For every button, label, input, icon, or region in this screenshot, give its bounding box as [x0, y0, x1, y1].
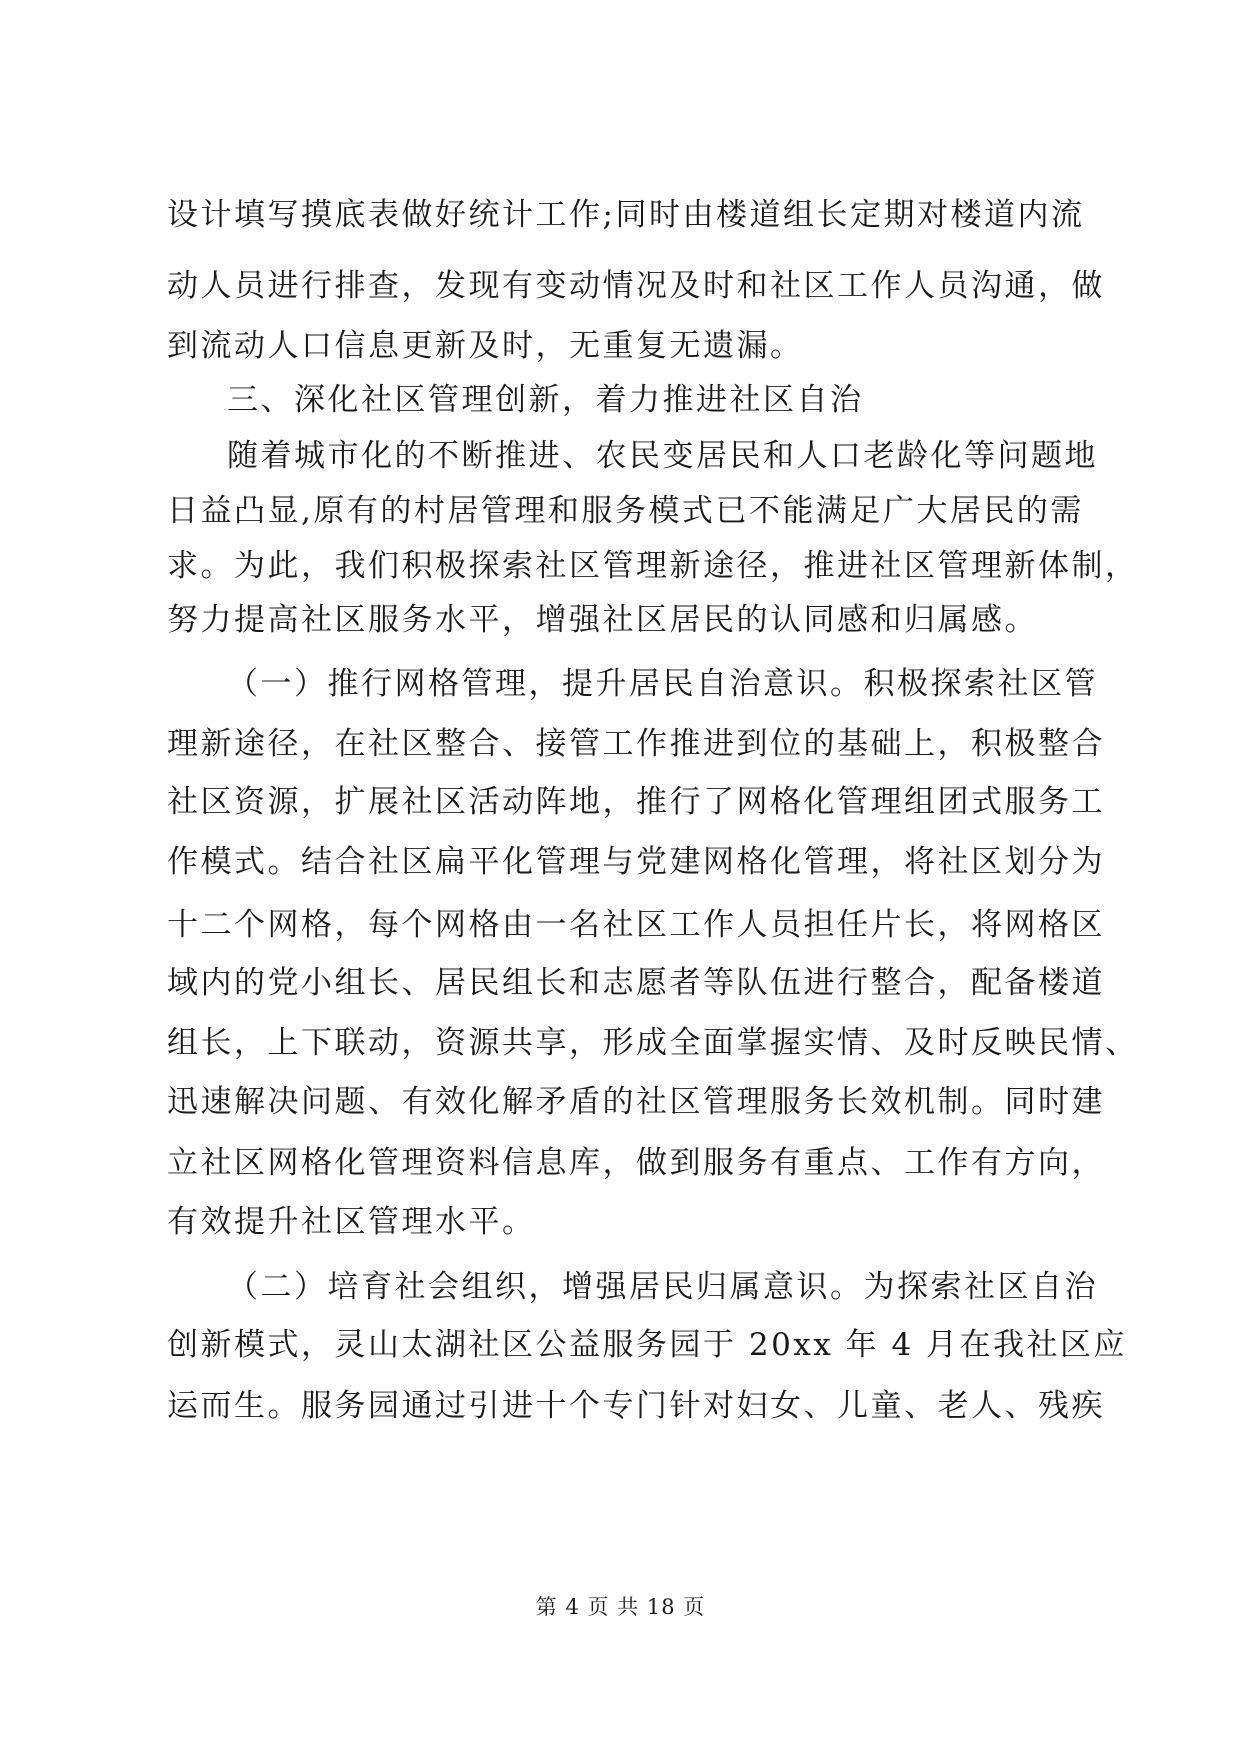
text-line: 迅速解决问题、有效化解矛盾的社区管理服务长效机制。同时建	[167, 1084, 1105, 1120]
page-number-footer: 第 4 页 共 18 页	[535, 1595, 706, 1619]
text-line: 域内的党小组长、居民组长和志愿者等队伍进行整合，配备楼道	[167, 965, 1105, 1001]
text-line: 随着城市化的不断推进、农民变居民和人口老龄化等问题地	[227, 438, 1098, 474]
text-line: 求。为此，我们积极探索社区管理新途径，推进社区管理新体制，	[167, 548, 1139, 584]
text-line: 努力提高社区服务水平，增强社区居民的认同感和归属感。	[167, 602, 1038, 638]
text-line: 理新途径，在社区整合、接管工作推进到位的基础上，积极整合	[167, 726, 1105, 762]
text-line: 作模式。结合社区扁平化管理与党建网格化管理，将社区划分为	[167, 844, 1105, 880]
text-line: 到流动人口信息更新及时，无重复无遗漏。	[167, 328, 804, 364]
section-heading: 三、深化社区管理创新，着力推进社区自治	[227, 382, 864, 418]
text-line: 日益凸显,原有的村居管理和服务模式已不能满足广大居民的需	[167, 493, 1084, 529]
text-line: 社区资源，扩展社区活动阵地，推行了网格化管理组团式服务工	[167, 784, 1105, 820]
text-line: 设计填写摸底表做好统计工作;同时由楼道组长定期对楼道内流	[167, 197, 1085, 233]
text-line: 十二个网格，每个网格由一名社区工作人员担任片长，将网格区	[167, 907, 1105, 943]
subsection-line: （一）推行网格管理，提升居民自治意识。积极探索社区管	[227, 666, 1098, 702]
text-line: 组长，上下联动，资源共享，形成全面掌握实情、及时反映民情、	[167, 1025, 1139, 1061]
text-line: 运而生。服务园通过引进十个专门针对妇女、儿童、老人、残疾	[167, 1388, 1105, 1424]
text-line: 创新模式，灵山太湖社区公益服务园于 20xx 年 4 月在我社区应	[167, 1327, 1128, 1363]
text-line: 立社区网格化管理资料信息库，做到服务有重点、工作有方向，	[167, 1145, 1105, 1181]
text-line: 动人员进行排查，发现有变动情况及时和社区工作人员沟通，做	[167, 268, 1105, 304]
subsection-line: （二）培育社会组织，增强居民归属意识。为探索社区自治	[227, 1269, 1098, 1305]
text-line: 有效提升社区管理水平。	[167, 1204, 536, 1240]
